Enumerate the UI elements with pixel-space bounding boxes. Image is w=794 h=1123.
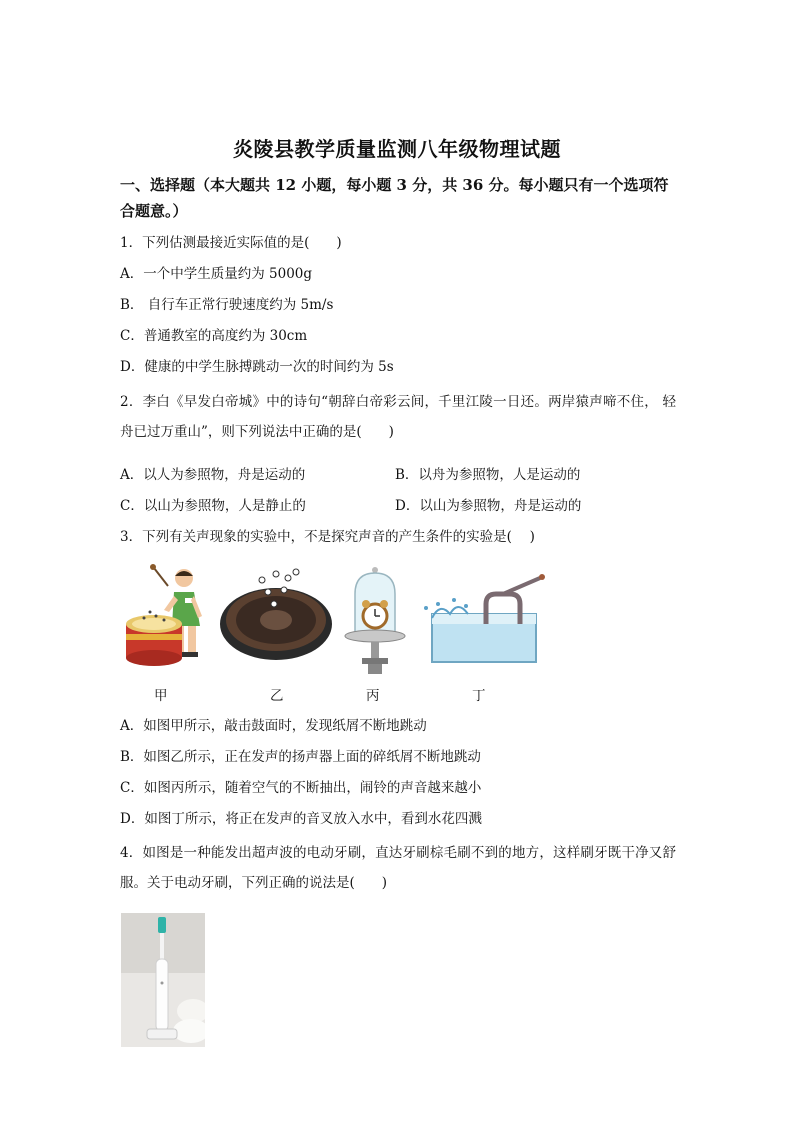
question-2-option-b: B．以舟为参照物，人是运动的: [395, 467, 581, 483]
question-3-option-c: C．如图丙所示，随着空气的不断抽出，闹铃的声音越来越小: [120, 780, 482, 796]
question-4-stem: 4．如图是一种能发出超声波的电动牙刷，直达牙刷棕毛刷不到的地方，这样刷牙既干净又舒服。关于电动牙刷，下列正确的说法是( ): [120, 845, 676, 891]
figure-caption-bing: 丙: [366, 688, 380, 704]
drum-figure: [122, 564, 210, 668]
electric-toothbrush-photo: [121, 913, 205, 1047]
speaker-figure: [218, 566, 334, 664]
question-3-option-d: D．如图丁所示，将正在发声的音叉放入水中，看到水花四溅: [120, 811, 482, 827]
question-1-option-d: D．健康的中学生脉搏跳动一次的时间约为 5s: [120, 359, 394, 375]
figure-caption-ding: 丁: [472, 688, 486, 704]
tuning-fork-figure: [418, 574, 550, 668]
question-1-option-b: B． 自行车正常行驶速度约为 5m/s: [120, 297, 334, 313]
question-2-stem: 2．李白《早发白帝城》中的诗句“朝辞白帝彩云间，千里江陵一日还。两岸猿声啼不住， 轻舟已过万重山”，则下列说法中正确的是( ): [120, 394, 676, 440]
question-1-option-c: C．普通教室的高度约为 30cm: [120, 328, 308, 344]
exam-title: 炎陵县教学质量监测八年级物理试题: [233, 137, 561, 161]
figure-caption-yi: 乙: [270, 688, 284, 704]
question-1-option-a: A．一个中学生质量约为 5000g: [120, 266, 313, 282]
question-3-option-b: B．如图乙所示，正在发声的扬声器上面的碎纸屑不断地跳动: [120, 749, 481, 765]
bell-jar-figure: [340, 566, 410, 678]
figure-caption-jia: 甲: [154, 688, 168, 704]
question-2-option-d: D．以山为参照物，舟是运动的: [395, 498, 582, 514]
question-3-stem: 3．下列有关声现象的实验中，不是探究声音的产生条件的实验是( ): [120, 529, 535, 545]
question-1-stem: 1．下列估测最接近实际值的是( ): [120, 235, 342, 251]
section-heading: 一、选择题（本大题共 12 小题，每小题 3 分，共 36 分。每小题只有一个选项符合题意。）: [120, 176, 669, 220]
question-2-option-a: A．以人为参照物，舟是运动的: [120, 467, 306, 483]
question-3-option-a: A．如图甲所示，敲击鼓面时，发现纸屑不断地跳动: [120, 718, 427, 734]
question-2-option-c: C．以山为参照物，人是静止的: [120, 498, 306, 514]
